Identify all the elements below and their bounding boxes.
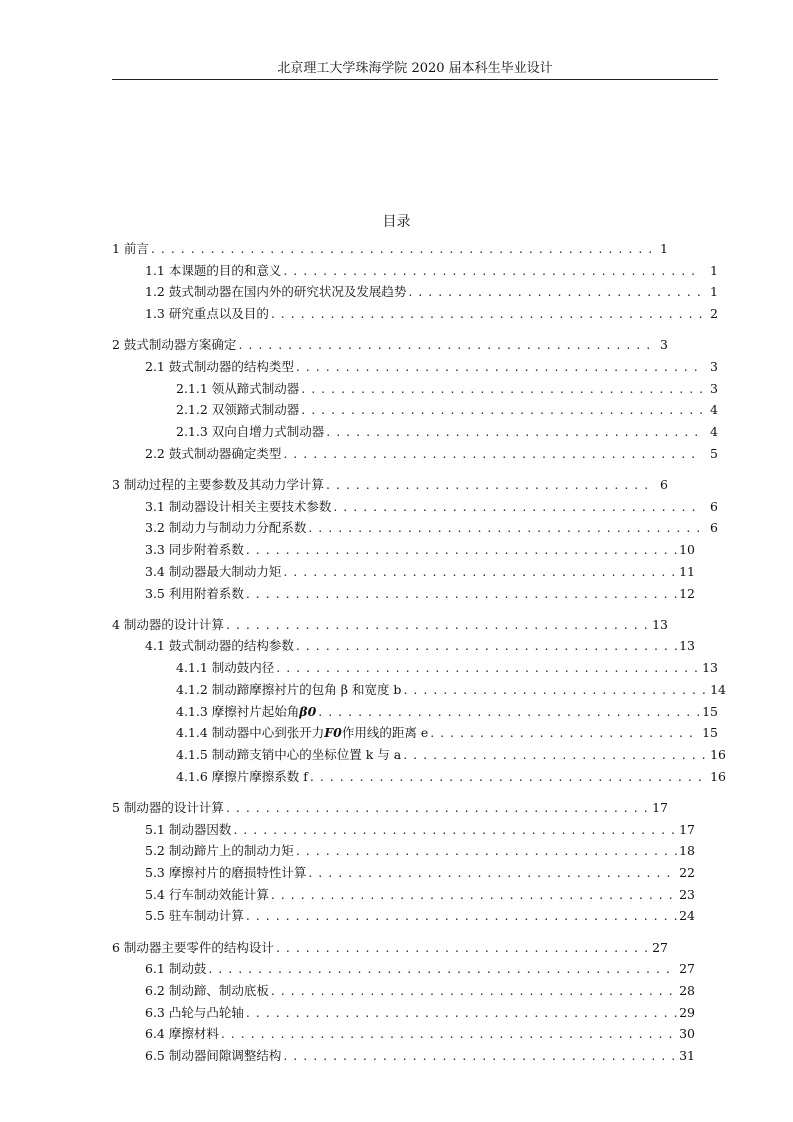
toc-entry-title: 4.1.5 制动蹄支销中心的坐标位置 k 与 a: [176, 746, 402, 762]
header-rule: [112, 79, 718, 80]
toc-dot-leader: [310, 768, 708, 786]
toc-dot-leader: [333, 498, 702, 516]
toc-page-number: 29: [679, 1004, 695, 1020]
toc-entry[interactable]: [176, 724, 718, 742]
toc-entry[interactable]: [112, 240, 668, 258]
toc-dot-leader: [276, 939, 650, 957]
toc-entry[interactable]: [176, 423, 718, 441]
toc-entry[interactable]: [145, 498, 718, 516]
toc-entry-title: 3 制动过程的主要参数及其动力学计算: [112, 477, 324, 492]
toc-dot-leader: [271, 982, 677, 1000]
toc-page-number: 1: [660, 241, 668, 256]
math-symbol: F0: [324, 725, 342, 741]
toc-page-number: 24: [679, 908, 695, 924]
toc-entry[interactable]: [176, 401, 718, 419]
toc-dot-leader: [238, 336, 652, 354]
toc-entry-title: 3.5 利用附着系数: [145, 585, 244, 601]
toc-entry-title: 5.3 摩擦衬片的磨损特性计算: [145, 864, 307, 880]
toc-entry-title: 2.1.2 双领蹄式制动器: [176, 402, 300, 418]
math-symbol: β0: [299, 703, 317, 719]
toc-entry[interactable]: [145, 541, 695, 559]
toc-entry-title: 4.1 鼓式制动器的结构参数: [145, 638, 294, 654]
toc-entry[interactable]: [112, 336, 668, 354]
toc-page-number: 3: [660, 337, 668, 353]
toc-entry[interactable]: [112, 476, 668, 494]
toc-dot-leader: [246, 541, 677, 559]
toc-entry-title: 1 前言: [112, 241, 149, 256]
toc-entry-title: 2.1 鼓式制动器的结构类型: [145, 359, 294, 374]
toc-entry[interactable]: [112, 799, 668, 817]
toc-dot-leader: [226, 616, 650, 634]
toc-dot-leader: [301, 401, 702, 419]
toc-title: 目录: [382, 214, 411, 230]
toc-entry[interactable]: [176, 380, 718, 398]
toc-dot-leader: [276, 659, 700, 677]
toc-entry[interactable]: [176, 768, 726, 786]
toc-page-number: 18: [679, 843, 695, 859]
toc-entry-title: 1.2 鼓式制动器在国内外的研究状况及发展趋势: [145, 284, 407, 300]
toc-page-number: 13: [702, 660, 718, 676]
toc-dot-leader: [221, 1025, 677, 1043]
toc-entry[interactable]: [145, 982, 695, 1000]
toc-entry[interactable]: [145, 637, 695, 655]
toc-page-number: 11: [679, 563, 695, 579]
toc-page-number: 31: [679, 1048, 695, 1063]
toc-entry-title: 6.1 制动鼓: [145, 961, 207, 977]
toc-entry-title: 3.1 制动器设计相关主要技术参数: [145, 498, 332, 514]
toc-dot-leader: [308, 519, 702, 537]
toc-dot-leader: [308, 864, 677, 882]
toc-entry-title: 3.4 制动器最大制动力矩: [145, 563, 282, 579]
toc-page-number: 5: [710, 445, 718, 461]
toc-entry[interactable]: [112, 939, 668, 957]
toc-entry[interactable]: [145, 1025, 695, 1043]
toc-page-number: 17: [652, 799, 668, 815]
toc-page-number: 4: [710, 402, 718, 418]
toc-dot-leader: [296, 842, 677, 860]
toc-page-number: 1: [710, 262, 718, 278]
toc-page-number: 15: [702, 725, 718, 741]
toc-entry-title: 4.1.1 制动鼓内径: [176, 660, 275, 676]
toc-entry-title: 6.3 凸轮与凸轮轴: [145, 1004, 244, 1020]
toc-entry[interactable]: [176, 659, 718, 677]
toc-entry-title: 5.1 制动器因数: [145, 821, 232, 837]
toc-dot-leader: [233, 821, 677, 839]
toc-page-number: 3: [710, 359, 718, 374]
toc-page-number: 16: [710, 768, 726, 784]
toc-entry-title: 6.5 制动器间隙调整结构: [145, 1048, 282, 1063]
toc-entry-title: 6.4 摩擦材料: [145, 1026, 219, 1042]
toc-entry-title: 4.1.2 制动蹄摩擦衬片的包角 β 和宽度 b: [176, 681, 402, 697]
toc-dot-leader: [283, 445, 702, 463]
toc-entry[interactable]: [145, 445, 718, 463]
toc-page-number: 15: [702, 703, 718, 719]
toc-dot-leader: [430, 724, 700, 742]
toc-entry-title: 6 制动器主要零件的结构设计: [112, 939, 274, 955]
toc-entry-title: 1.3 研究重点以及目的: [145, 306, 269, 322]
toc-dot-leader: [403, 746, 708, 764]
toc-page-number: 28: [679, 982, 695, 998]
toc-dot-leader: [246, 585, 677, 603]
toc-dot-leader: [408, 283, 702, 301]
toc-entry-title: 3.3 同步附着系数: [145, 542, 244, 558]
toc-entry-title: 2 鼓式制动器方案确定: [112, 337, 237, 353]
toc-dot-leader: [283, 1047, 677, 1065]
toc-entry-title: 2.2 鼓式制动器确定类型: [145, 445, 282, 461]
toc-entry-title: 4.1.4 制动器中心到张开力F0作用线的距离 e: [176, 725, 429, 741]
toc-dot-leader: [326, 476, 652, 494]
toc-dot-leader: [151, 240, 652, 258]
toc-dot-leader: [326, 423, 702, 441]
toc-page-number: 10: [679, 542, 695, 558]
toc-dot-leader: [318, 703, 700, 721]
toc-page-number: 6: [710, 520, 718, 536]
toc-entry-title: 3.2 制动力与制动力分配系数: [145, 520, 307, 536]
toc-page-number: 27: [652, 939, 668, 955]
toc-entry-title: 4 制动器的设计计算: [112, 616, 224, 632]
toc-page-number: 17: [679, 821, 695, 837]
toc-entry-title: 5 制动器的设计计算: [112, 799, 224, 815]
toc-page-number: 23: [679, 886, 695, 902]
toc-dot-leader: [246, 907, 677, 925]
toc-page-number: 6: [710, 498, 718, 514]
toc-entry[interactable]: [145, 842, 695, 860]
toc-dot-leader: [301, 380, 702, 398]
toc-entry[interactable]: [145, 563, 695, 581]
page-header: 北京理工大学珠海学院 2020 届本科生毕业设计: [277, 61, 553, 76]
toc-entry[interactable]: [176, 681, 726, 699]
toc-dot-leader: [283, 262, 702, 280]
toc-entry[interactable]: [145, 585, 695, 603]
toc-dot-leader: [403, 681, 708, 699]
toc-dot-leader: [296, 358, 702, 376]
toc-entry[interactable]: [145, 1047, 695, 1065]
toc-page-number: 13: [679, 638, 695, 654]
toc-entry[interactable]: [176, 703, 718, 721]
toc-entry[interactable]: [145, 283, 718, 301]
toc-entry[interactable]: [145, 519, 718, 537]
toc-entry[interactable]: [145, 907, 695, 925]
toc-entry[interactable]: [145, 864, 695, 882]
toc-entry[interactable]: [145, 960, 695, 978]
toc-entry[interactable]: [145, 262, 718, 280]
toc-entry-title: 2.1.1 领从蹄式制动器: [176, 380, 300, 396]
toc-page-number: 16: [710, 746, 726, 762]
toc-entry-title: 4.1.6 摩擦片摩擦系数 f: [176, 768, 308, 784]
toc-entry[interactable]: [145, 305, 718, 323]
toc-dot-leader: [208, 960, 677, 978]
toc-entry[interactable]: [145, 358, 718, 376]
toc-dot-leader: [246, 1004, 677, 1022]
toc-entry-title: 6.2 制动蹄、制动底板: [145, 982, 269, 998]
toc-dot-leader: [296, 637, 677, 655]
toc-entry-title: 5.2 制动蹄片上的制动力矩: [145, 843, 294, 859]
toc-entry-title: 1.1 本课题的目的和意义: [145, 262, 282, 278]
toc-entry-title: 4.1.3 摩擦衬片起始角β0: [176, 703, 317, 719]
toc-dot-leader: [283, 563, 677, 581]
toc-dot-leader: [271, 305, 702, 323]
toc-page-number: 3: [710, 380, 718, 396]
toc-entry-title: 2.1.3 双向自增力式制动器: [176, 424, 325, 440]
toc-entry[interactable]: [145, 821, 695, 839]
toc-page-number: 4: [710, 424, 718, 440]
toc-page-number: 30: [679, 1026, 695, 1042]
toc-page-number: 13: [652, 616, 668, 632]
toc-page-number: 27: [679, 961, 695, 977]
toc-page-number: 14: [710, 681, 726, 697]
toc-page-number: 6: [660, 477, 668, 492]
toc-page-number: 2: [710, 306, 718, 322]
toc-page-number: 22: [679, 864, 695, 880]
toc-page-number: 1: [710, 284, 718, 300]
toc-entry-title: 5.5 驻车制动计算: [145, 908, 244, 924]
toc-entry[interactable]: [145, 1004, 695, 1022]
toc-dot-leader: [271, 886, 677, 904]
toc-entry[interactable]: [176, 746, 726, 764]
toc-entry-title: 5.4 行车制动效能计算: [145, 886, 269, 902]
toc-entry[interactable]: [112, 616, 668, 634]
toc-entry[interactable]: [145, 886, 695, 904]
toc-dot-leader: [226, 799, 650, 817]
toc-page-number: 12: [679, 585, 695, 601]
